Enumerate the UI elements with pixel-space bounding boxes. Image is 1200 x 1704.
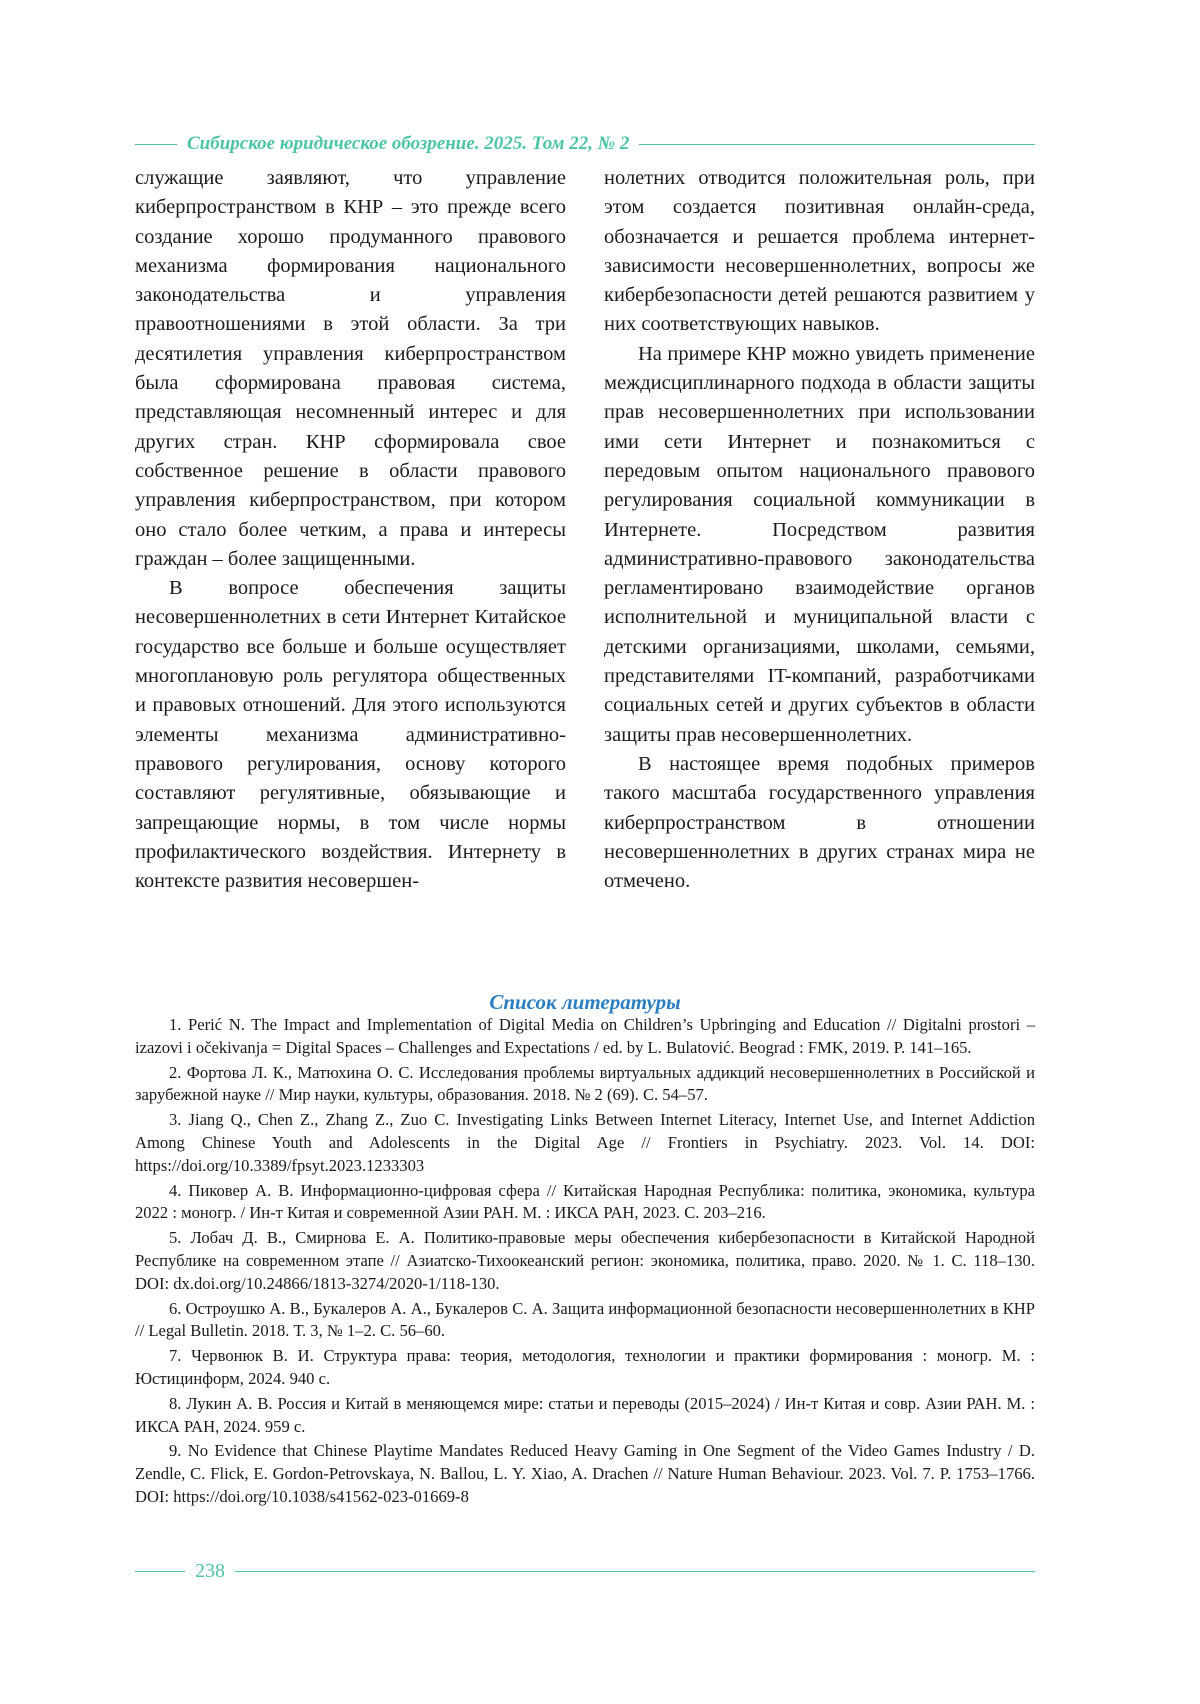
reference-item: 8. Лукин А. В. Россия и Китай в меняющемся мире: статьи и переводы (2015–2024) / Ин-т Китая и совр. Азии РАН. М. : ИКСА РАН, 2024. 959 с.	[135, 1393, 1035, 1436]
paragraph: служащие заявляют, что управление киберпространством в КНР – это прежде всего создание хорошо продуманного правового механизма формирования национального законодательства и управления правоотношениями в этой области. За три десятилетия управления киберпространством была сформирована правовая система, представляющая несомненный интерес и для других стран. КНР сформировала свое собственное решение в области правового управления киберпространством, при котором оно стало более четким, а права и интересы граждан – более защищенными.	[135, 167, 566, 570]
page-number: 238	[195, 1559, 225, 1582]
journal-title: Сибирское юридическое обозрение. 2025. Том 22, № 2	[187, 133, 630, 154]
paragraph: В вопросе обеспечения защиты несовершеннолетних в сети Интернет Китайское государство все больше и больше осуществляет многоплановую роль регулятора общественных и правовых отношений. Для этого используются элементы механизма административно-правового регулирования, основу которого составляют регулятивные, обязывающие и запрещающие нормы, в том числе нормы профилактического воздействия. Интернету в контексте развития несовершен-	[135, 577, 566, 893]
footer-rule-right	[235, 1571, 1035, 1572]
reference-list	[135, 1014, 1035, 1511]
footer-rule-left	[135, 1571, 185, 1572]
reference-item: 7. Червонюк В. И. Структура права: теория, методология, технологии и практики формирования : моногр. М. : Юстицинформ, 2024. 940 с.	[135, 1346, 1035, 1388]
paragraph: В настоящее время подобных примеров такого масштаба государственного управления киберпространством в отношении несовершеннолетних в других странах мира не отмечено.	[604, 752, 1035, 893]
paragraph: На примере КНР можно увидеть применение междисциплинарного подхода в области защиты прав несовершеннолетних при использовании ими сети Интернет и познакомиться с передовым опытом национального правового регулирования социальной коммуникации в Интернете. Посредством развития административно-правового законодательства регламентировано взаимодействие органов исполнительной и муниципальной власти с детскими организациями, школами, семьями, представителями IT-компаний, разработчиками социальных сетей и других субъектов в области защиты прав несовершеннолетних.	[604, 342, 1035, 746]
reference-item: 9. No Evidence that Chinese Playtime Mandates Reduced Heavy Gaming in One Segment of the Video Games Industry / D. Zendle, C. Flick, E. Gordon-Petrovskaya, N. Ballou, L. Y. Xiao, A. Drachen // Nature Human Behaviour. 2023. Vol. 7. P. 1753–1766. DOI: https://doi.org/10.1038/s41562-023-01669-8	[135, 1441, 1035, 1506]
paragraph: нолетних отводится положительная роль, при этом создается позитивная онлайн-среда, обозначается и решается проблема интернет-зависимости несовершеннолетних, вопросы же кибербезопасности детей решаются развитием у них соответствующих навыков.	[604, 167, 1035, 336]
reference-item: 3. Jiang Q., Chen Z., Zhang Z., Zuo C. Investigating Links Between Internet Literacy, Internet Use, and Internet Addiction Among Chinese Youth and Adolescents in the Digital Age // Frontiers in Psychiatry. 2023. Vol. 14. DOI: https://doi.org/10.3389/fpsyt.2023.1233303	[135, 1110, 1035, 1175]
running-header	[135, 131, 1035, 157]
header-rule-right	[639, 144, 1035, 145]
article-body	[135, 164, 1035, 896]
header-rule-left	[135, 144, 177, 145]
reference-item: 4. Пиковер А. В. Информационно-цифровая сфера // Китайская Народная Республика: политика, экономика, культура 2022 : моногр. / Ин-т Китая и современной Азии РАН. М. : ИКСА РАН, 2023. С. 203–216.	[135, 1180, 1035, 1223]
reference-item: 1. Perić N. The Impact and Implementation of Digital Media on Children’s Upbringing and Education // Digitalni prostori – izazovi i očekivanja = Digital Spaces – Challenges and Expectations / ed. by L. Bulatović. Beograd : FMK, 2019. P. 141–165.	[135, 1015, 1035, 1057]
references-heading: Список литературы	[489, 990, 681, 1014]
reference-item: 2. Фортова Л. К., Матюхина О. С. Исследования проблемы виртуальных аддикций несовершеннолетних в Российской и зарубежной науке // Мир науки, культуры, образования. 2018. № 2 (69). С. 54–57.	[135, 1062, 1035, 1105]
reference-item: 6. Остроушко А. В., Букалеров А. А., Букалеров С. А. Защита информационной безопасности несовершеннолетних в КНР // Legal Bulletin. 2018. Т. 3, № 1–2. С. 56–60.	[135, 1298, 1035, 1341]
right-column	[604, 164, 1035, 896]
page-footer	[135, 1561, 1035, 1581]
reference-item: 5. Лобач Д. В., Смирнова Е. А. Политико-правовые меры обеспечения кибербезопасности в Китайской Народной Республике на современном этапе // Азиатско-Тихоокеанский регион: экономика, политика, право. 2020. № 1. С. 118–130. DOI: dx.doi.org/10.24866/1813-3274/2020-1/118-130.	[135, 1228, 1035, 1293]
left-column	[135, 164, 566, 896]
